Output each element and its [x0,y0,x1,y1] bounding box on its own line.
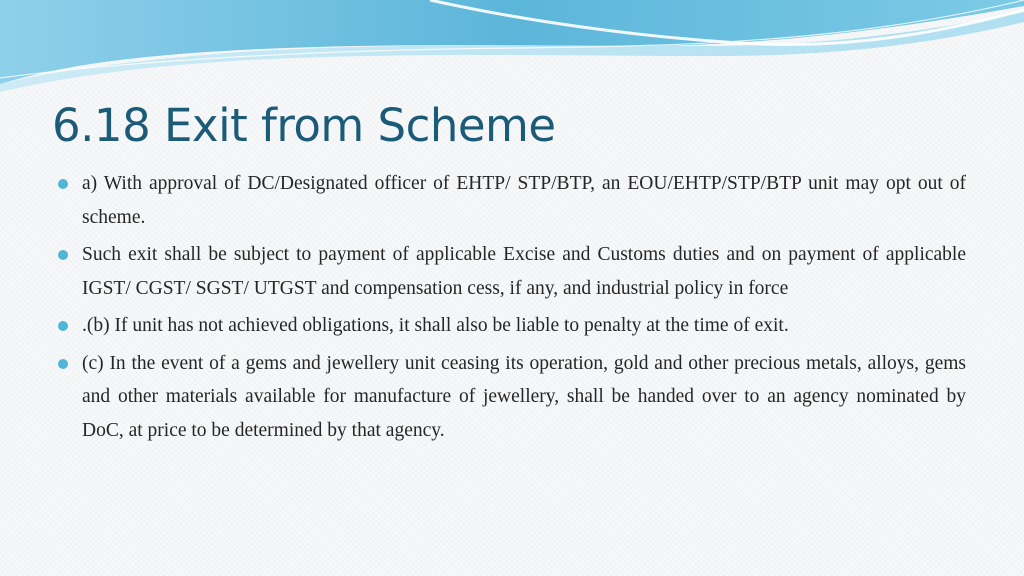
bullet-text: .(b) If unit has not achieved obligations, it shall also be liable to penalty at the time of exit. [82,315,789,336]
bullet-text: Such exit shall be subject to payment of applicable Excise and Customs duties and on payment of applicable IGST/ CGST/ SGST/ UTGST and compensation cess, if any, and industrial policy in force [82,244,966,299]
bullet-dot-icon [58,250,68,260]
bullet-item [82,309,966,343]
bullet-dot-icon [58,179,68,189]
bullet-text: a) With approval of DC/Designated officer of EHTP/ STP/BTP, an EOU/EHTP/STP/BTP unit may opt out of scheme. [82,173,966,228]
slide-title: 6.18 Exit from Scheme [52,99,556,152]
bullet-dot-icon [58,321,68,331]
bullet-text: (c) In the event of a gems and jewellery unit ceasing its operation, gold and other precious metals, alloys, gems and other materials available for manufacture of jewellery, shall be handed over to an agency nominated by DoC, at price to be determined by that agency. [82,352,966,441]
bullet-dot-icon [58,359,68,369]
bullet-item [82,347,966,448]
bullet-list [82,167,966,451]
header-wave-decoration [0,0,1024,100]
bullet-item [82,167,966,234]
bullet-item [82,238,966,305]
